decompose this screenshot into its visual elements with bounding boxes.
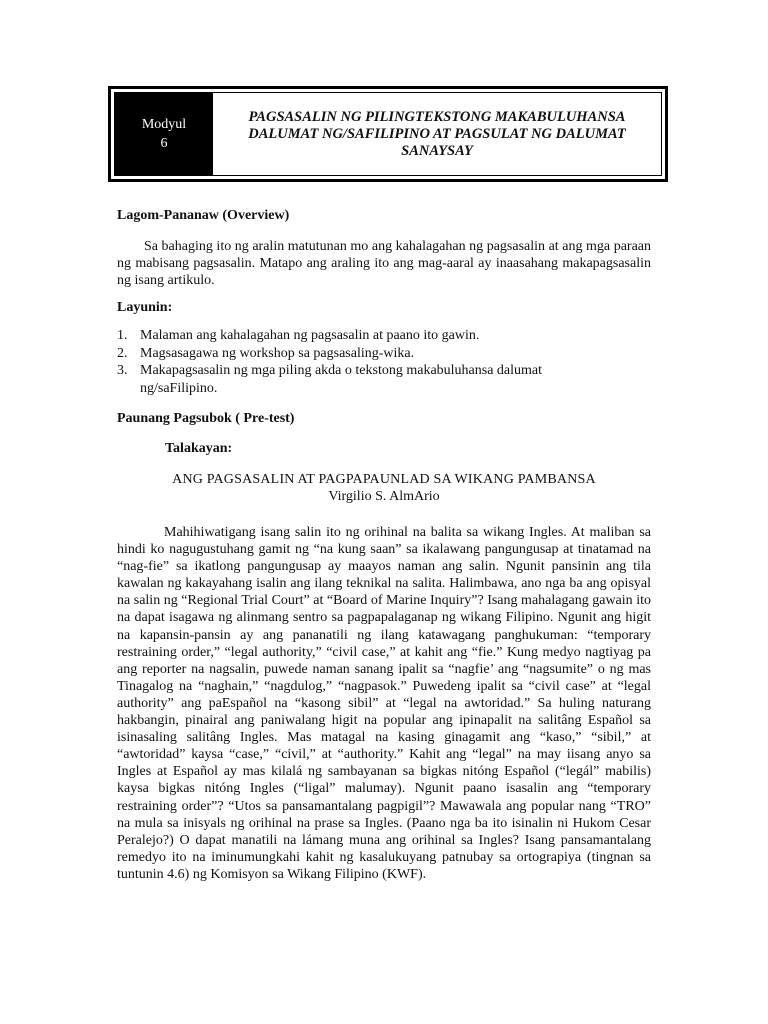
pretest-heading: Paunang Pagsubok ( Pre-test)	[117, 411, 295, 426]
module-title: PAGSASALIN NG PILINGTEKSTONG MAKABULUHANSA DALUMAT NG/SAFILIPINO AT PAGSULAT NG DALUMAT SANAYSAY	[248, 108, 626, 159]
article-author: Virgilio S. AlmArio	[328, 489, 440, 504]
module-header	[108, 86, 668, 182]
list-item-number: 2.	[117, 345, 128, 361]
list-item	[117, 327, 610, 345]
overview-paragraph: Sa bahaging ito ng aralin matutunan mo ang kahalagahan ng pagsasalin at ang mga paraan ng mabisang pagsasalin. Matapo ang araling ito ang mag-aaral ay inaasahang makapagsasalin ng isang artikulo.	[117, 239, 651, 288]
objectives-heading: Layunin:	[117, 300, 173, 315]
module-number: 6	[160, 136, 168, 151]
list-item	[117, 362, 610, 397]
article-title: ANG PAGSASALIN AT PAGPAPAUNLAD SA WIKANG PAMBANSA	[172, 472, 596, 487]
discussion-heading: Talakayan:	[165, 441, 233, 456]
module-header-inner	[114, 92, 662, 176]
list-item-text: Magsasagawa ng workshop sa pagsasaling-wika.	[140, 345, 415, 361]
list-item	[117, 345, 610, 363]
list-item-text: Malaman ang kahalagahan ng pagsasalin at paano ito gawin.	[140, 328, 480, 343]
list-item-number: 1.	[117, 328, 128, 343]
list-item-number: 3.	[117, 363, 128, 378]
overview-heading: Lagom-Pananaw (Overview)	[117, 208, 290, 223]
article-body: Mahihiwatigang isang salin ito ng orihinal na balita sa wikang Ingles. At maliban sa hindi ko nagugustuhang gamit ng “na kung saan” sa ikalawang pangungusap at tinatamad na “nag-fie” sa ikatlong pangungusap ay maayos naman ang salin. Ngunit pansinin ang tila kawalan ng kakayahang isalin ang ilang teknikal na salita. Halimbawa, ano nga ba ang opisyal na salin ng “Regional Trial Court” at “Board of Marine Inquiry”? Isang mahalagang gawain ito na dapat isagawa ng alinmang sentro sa pagpapalaganap ng wikang Filipino. Ngunit ang higit na kapansin-pansin ay ang pananatili ng ilang katawagang panghukuman: “temporary restraining order,” “legal authority,” “civil case,” at kahit ang “fie.” Kung medyo nagtiyag pa ang reporter na nagsalin, puwede naman sanang ipalit sa “nagfie’ ang “nagsumite” o ng mas Tinagalog na “naghain,” “nagdulog,” “nagpasok.” Puwedeng ipalit sa “civil case” at “legal authority” ang paEspañol na “kasong sibil” at “legal na awtoridad.” Sa huling naturang hakbangin, pinairal ang paniwalang higit na popular ang ipinapalit na salitâng Español sa isinasaling salitâng Ingles. Mas matagal na kasing ginagamit ang “kaso,” “sibil,” at “awtoridad” kaysa “case,” “civil,” at “authority.” Kahit ang “legal” na may iisang anyo sa Ingles at Español ay mas kilalá ng sambayanan sa bigkas nitóng Español (“legál” mabilis) kaysa bigkas nitóng Ingles (“ligal” malumay). Ngunit paano isasalin ang “temporary restraining order”? “Utos sa pansamantalang pagpigil”? Mawawala ang popular nang “TRO” na mula sa inisyals ng orihinal na prase sa Ingles. (Paano nga ba ito isinalin ni Hukom Cesar Peralejo?) O dapat manatili na lámang muna ang orihinal sa Ingles? Isang pansamantalang remedyo ito na iminumungkahi kahit ng kasalukuyang patnubay sa ortograpiya (tingnan sa tuntunin 4.6) ng Komisyon sa Wikang Filipino (KWF).	[117, 525, 651, 882]
list-item-text: Makapagsasalin ng mga piling akda o tekstong makabuluhansa dalumat ng/saFilipino.	[140, 363, 543, 396]
module-label: Modyul	[141, 117, 187, 132]
module-badge	[115, 93, 213, 175]
objectives-list	[117, 327, 651, 397]
